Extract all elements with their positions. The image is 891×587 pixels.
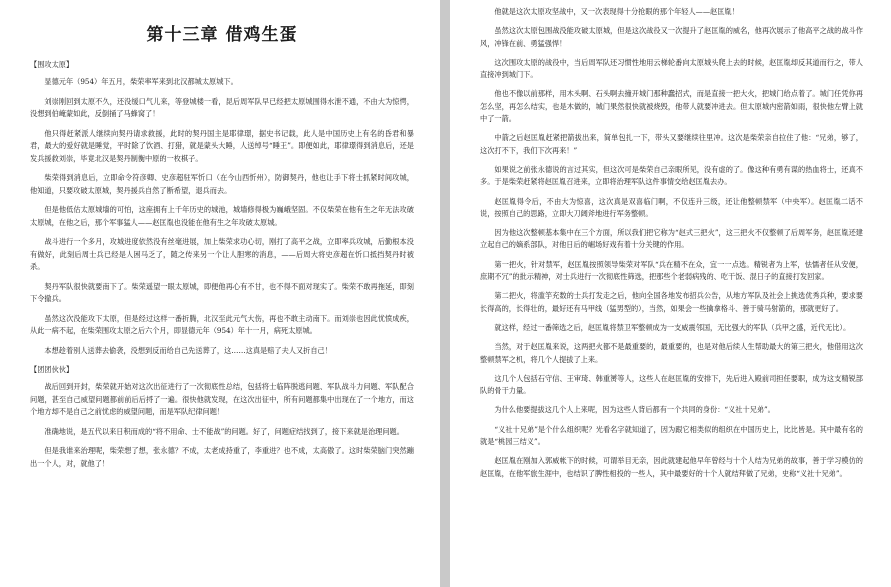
paragraph: 柴荣得到消息后，立即命令符彦卿、史彦超驻军忻口（在今山西忻州），防御契丹，他也让手下将士抓紧时间攻城，他知道，只要攻破太原城，契丹援兵自然了断希望，退兵而去。 — [30, 173, 414, 195]
paragraph: 他也不像以前那样，用木头啊、石头啊去撞开城门那种蠢招式，而是直接一把大火，把城门给点着了。城门任凭你再怎么坚，再怎么结实，也是木做的，城门果然很快就被烧毁，他带人就要冲进去。但太原城内密箭如雨，很快他左臂上就中了一箭。 — [480, 89, 863, 124]
paragraph: 这几个人包括石守信、王审琦、韩重赟等人，这些人在赵匡胤的安排下，先后进入殿前司担任要职，成为这支精锐部队的骨干力量。 — [480, 373, 863, 396]
paragraph: 他就是这次太原攻坚战中，又一次表现得十分抢眼的那个年轻人——赵匡胤！ — [494, 7, 739, 16]
paragraph: 战后回到开封，柴荣就开始对这次出征进行了一次彻底性总结，包括将士临阵脱逃问题、军队战斗力问题、军队配合问题，甚至自己威望问题都前前后后捋了一遍。很快他就发现，在这次出征中，所有问题都集中出现在了一个地方，而这个地方却不是自己之前忧虑的威望问题，而是军队纪律问题！ — [30, 382, 414, 416]
paragraph: 刘崇刚回到太原不久，还没缓口气儿来，等登城楼一看，昆后周军队早已经把太原城围得水泄不通，不由大为惊愕，没想到伯崦蒙如此，反倒捅了马蜂窝了！ — [30, 96, 414, 118]
paragraph: 第二把火，将滥竽充数的士兵打发走之后，他向全国各地发布招兵公告，从地方军队及社会上挑选优秀兵种，要求要长得高的，长得壮的，最好还有马甲线（猛男型的），当然，如果会一些擒拿格斗、善于骑马射箭的，那就更好了。 — [480, 291, 863, 313]
page-gutter — [440, 0, 450, 587]
section-heading: 【团团伙伙】 — [30, 365, 74, 374]
paragraph: 为什么他要提拔这几个人上来呢，因为这些人背后都有一个共同的身份：“义社十兄弟”。 — [494, 405, 775, 415]
paragraph: 赵匡胤在刚加入郭威帐下的时候，可谓举目无亲，因此就建起他早年曾经与十个人结为兄弟的故事，善于学习模仿的赵匡胤，在他军旅生涯中，也结识了脾性相投的一些人，其中最要好的十个人就结拜做了兄弟，史称“义社十兄弟”。 — [480, 456, 863, 478]
left-page — [0, 0, 440, 587]
paragraph: 但是我谁来治理呢，柴荣想了想，张永德？不成，太老成持重了，李重进？也不成，太高傲了。这时柴荣脑门突然蹦出一个人，对，就他了！ — [30, 446, 414, 468]
paragraph: 本想趁着别人送葬去偷袭，没想到反而给自己先送葬了，这……这真是赔了夫人又折自己！ — [44, 345, 332, 355]
paragraph: 准确地说，是五代以来日积而成的“将不用命、士不能战”的问题。好了，问题症结找到了，接下来就是治理问题。 — [44, 426, 404, 436]
paragraph: 虽然这次太原包围战没能攻破太原城，但是这次战役又一次提升了赵匡胤的威名，他再次展示了他高平之战的战斗作风，冲锋在前、勇猛强悍！ — [480, 26, 863, 48]
paragraph: 这次围攻太原的战役中，当后周军队还习惯性地用云梯轮番向太原城头爬上去的时候，赵匡胤却反其道而行之，带人直接冲到城门下。 — [480, 57, 863, 80]
paragraph: 如果说之前张永德说的言过其实，但这次可是柴荣自己亲眼所见，没有虚的了。像这种有勇有谋的热血将士，还真不多。于是柴荣赶紧将赵匡胤召进来，立即将治理军队这件事情交给赵匡胤去办。 — [480, 164, 863, 187]
section-heading: 【围攻太原】 — [30, 60, 74, 69]
paragraph: 契丹军队很快就要南下了。柴荣遥望一眼太原城，即便他再心有不甘，也不得不面对现实了。柴荣不敢再拖延，即刻下令撤兵。 — [30, 281, 414, 303]
paragraph: 显德元年（954）年五月，柴荣率军来到北汉都城太原城下。 — [44, 77, 238, 86]
paragraph: 就这样，经过一番筛选之后，赵匡胤将禁卫军整顿成为一支威震邻国，无比强大的军队（兵甲之盛，近代无比）。 — [494, 322, 851, 332]
paragraph: “义社十兄弟”是个什么组织呢？光看名字就知道了，因为跟它相类似的组织在中国历史上，比比皆是。其中最有名的就是“桃园三结义”。 — [480, 424, 863, 447]
paragraph: 第一把火，针对禁军，赵匡胤按照领导柴荣对军队“兵在精不在众，宜一一点选。精锐者为上军，怯懦者任从安便，庶期不冗”的批示精神，对士兵进行一次彻底性筛选，把那些个老弱病残的、吃干饭、混日子的直接打发回家。 — [480, 259, 863, 282]
paragraph: 因为他这次整顿基本集中在三个方面，所以我们把它称为“赵式三把火”，这三把火不仅整顿了后周军务，赵匡胤还建立起自己的嫡系部队，对他日后的崛场好戏有着十分关键的作用。 — [480, 228, 863, 250]
paragraph: 当然，对于赵匡胤来说，这两把火都不是最重要的，最重要的，也是对他后续人生帮助最大的第三把火，他借用这次整顿禁军之机，将几个人提拔了上来。 — [480, 342, 863, 364]
paragraph: 虽然这次没能攻下太原，但是经过这样一番折腾，北汉至此元气大伤，再也不敢主动南下。而刘崇也因此忧愤成疾，从此一病不起，在柴荣围攻太原之后六个月，即显德元年（954）年十一月，病死太原城。 — [30, 313, 414, 335]
paragraph: 但是他低估太原城墙的可怕，这座拥有上千年历史的城池，城墙修得极为巍峨坚固。不仅柴荣在他有生之年无法攻破太原城，在他之后，那个军事猛人——赵匡胤也没能在他有生之年攻破太原城。 — [30, 205, 414, 227]
right-page — [450, 0, 891, 587]
paragraph: 战斗进行一个多月，攻城进度依然没有丝毫进展，加上柴荣求功心切，刚打了高平之战，立即率兵攻城，后勤根本没有做好，此刻后周士兵已经是人困马乏了，随之传来另一个让人胆寒的消息，——后周大将史彦超在忻口抵挡契丹时被杀。 — [30, 237, 414, 271]
paragraph: 赵匡胤得令后，不由大为惊喜，这次真是双喜临门啊，不仅连升三级，还让他整顿禁军（中央军）。赵匡胤二话不说，按照自己的思路，立即大刀阔斧地进行军务整顿。 — [480, 196, 863, 218]
paragraph: 中箭之后赵匡胤赶紧把箭拔出来，简单包扎一下，带头又要继续往里冲。这次是柴荣亲自拉住了他：“兄弟，够了，这次打不下，我们下次再来！” — [480, 133, 863, 155]
chapter-title: 第十三章 借鸡生蛋 — [146, 25, 298, 45]
paragraph: 他只得赶紧派人继续向契丹请求救援，此时的契丹国主是耶律璟，据史书记载，此人是中国历史上有名的昏君和暴君，最大的爱好就是睡觉，平时除了饮酒、打猎，就是蒙头大睡，人送绰号“睡王”。即便如此，耶律璟得到消息后，还是发兵援救刘崇，毕竟北汉是契丹制衡中原的一枚棋子。 — [30, 128, 414, 163]
